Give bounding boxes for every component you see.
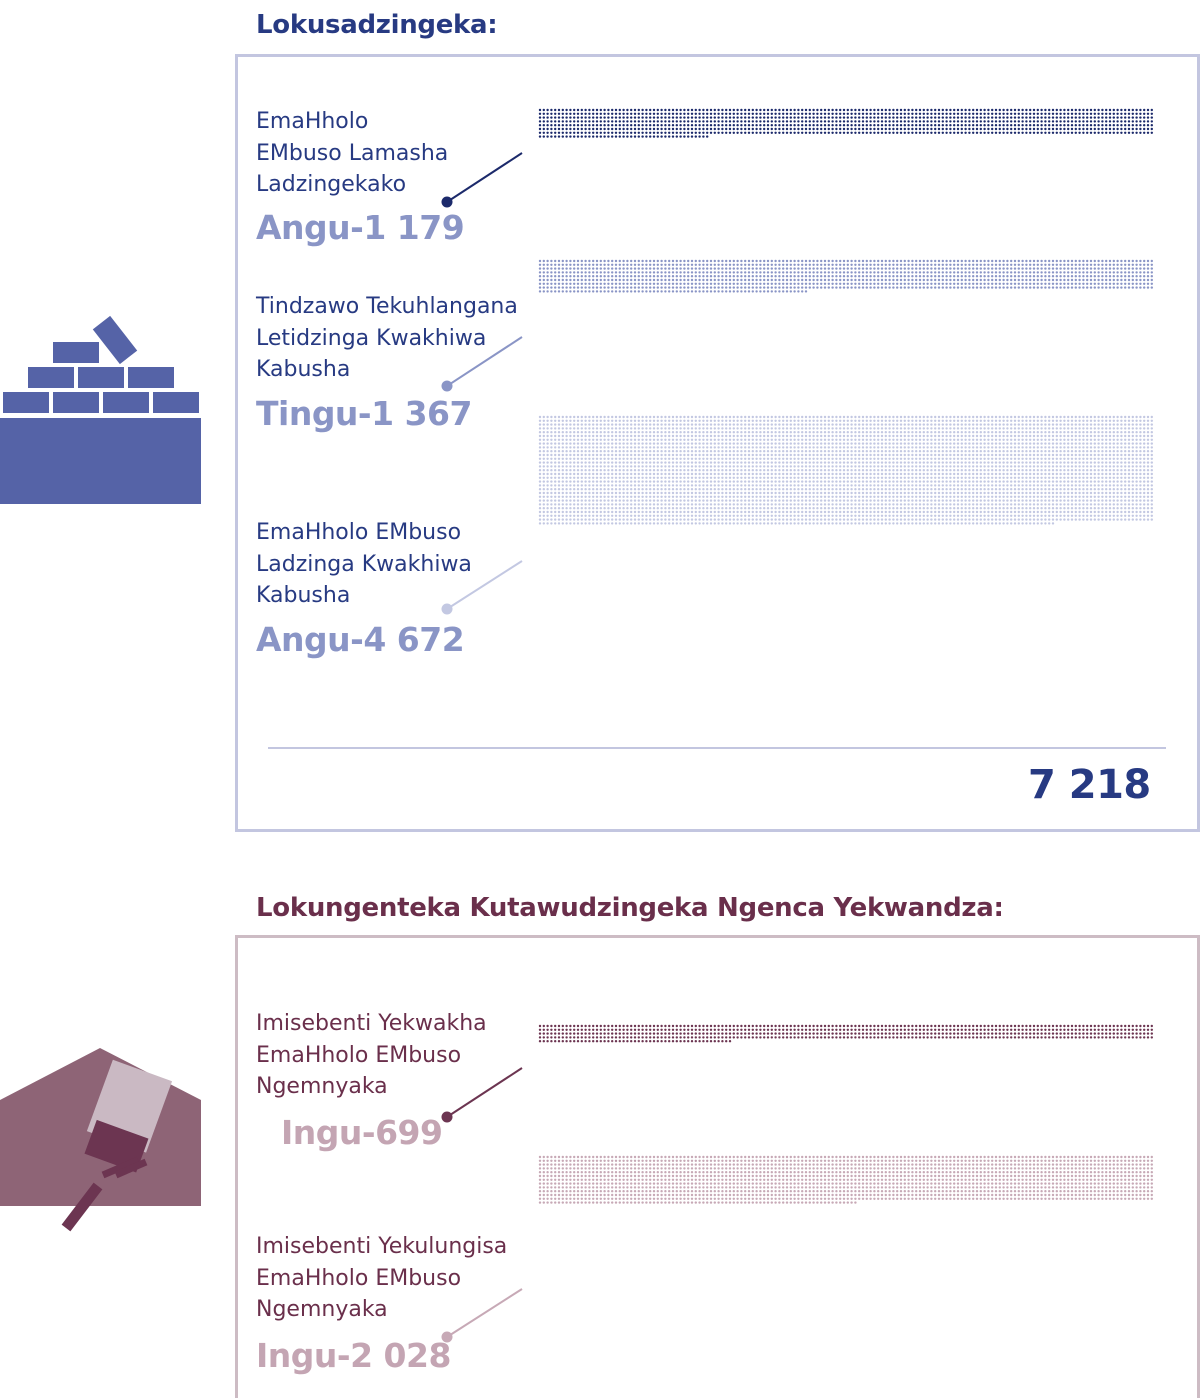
construction-title: Lokusadzingeka: xyxy=(256,10,498,40)
construction-count-assembly-halls: Tingu-1 367 xyxy=(256,394,472,433)
bar-construction-projects xyxy=(539,1025,1153,1043)
renovation-label-repair-projects: Imisebenti Yekulungisa EmaHholo EMbuso Ngemnyaka xyxy=(256,1234,508,1322)
construction-label-assembly-halls: Tindzawo Tekuhlangana Letidzinga Kwakhiwa Kabusha xyxy=(256,294,518,382)
construction-total: 7 218 xyxy=(1028,762,1151,808)
construction-label-new-halls: EmaHholo EMbuso Lamasha Ladzingekako xyxy=(256,109,449,197)
construction-count-rebuild-halls: Angu-4 672 xyxy=(256,620,465,659)
renovation-label-construction-projects: Imisebenti Yekwakha EmaHholo EMbuso Ngemnyaka xyxy=(256,1011,487,1099)
construction-label-rebuild-halls: EmaHholo EMbuso Ladzinga Kwakhiwa Kabusha xyxy=(256,520,472,608)
construction-count-new-halls: Angu-1 179 xyxy=(256,208,465,247)
renovation-count-construction-projects: Ingu-699 xyxy=(281,1113,443,1152)
bar-repair-projects xyxy=(539,1156,1153,1204)
renovation-title: Lokungenteka Kutawudzingeka Ngenca Yekwandza: xyxy=(256,893,1004,923)
renovation-count-repair-projects: Ingu-2 028 xyxy=(256,1336,451,1375)
